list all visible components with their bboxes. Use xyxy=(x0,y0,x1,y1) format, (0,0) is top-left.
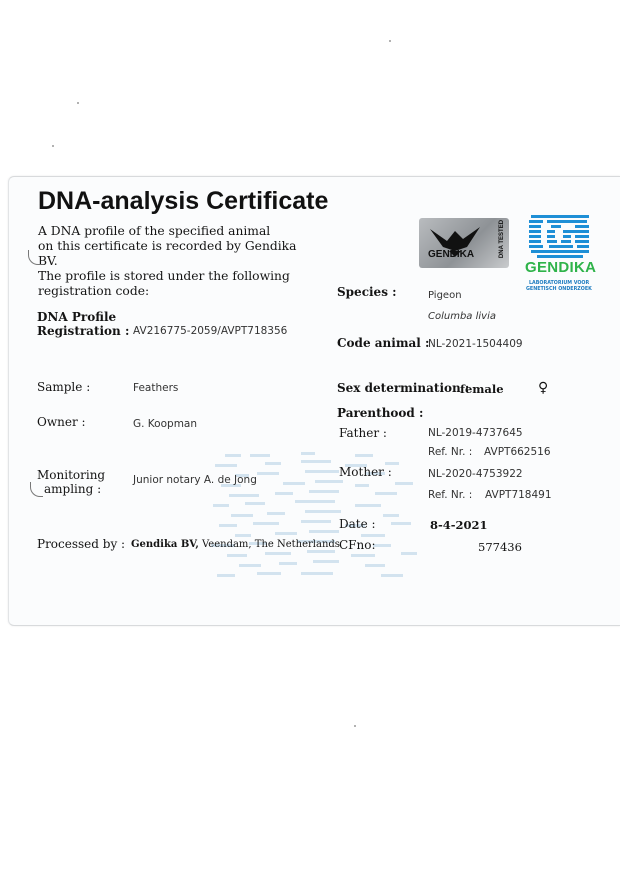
scan-speck xyxy=(389,40,391,42)
cfno-label: CFno: xyxy=(339,538,376,552)
dna-tested-badge xyxy=(419,218,509,268)
monitoring-value: Junior notary A. de Jong xyxy=(133,474,257,486)
scan-speck xyxy=(354,725,356,727)
date-label: Date : xyxy=(339,517,376,531)
badge-vertical-text: DNA TESTED xyxy=(499,219,506,259)
intro-line: on this certificate is recorded by Gendika BV. xyxy=(38,239,297,268)
processed-label: Processed by : xyxy=(37,537,126,551)
certificate-title: DNA-analysis Certificate xyxy=(38,187,329,215)
scan-speck xyxy=(52,145,54,147)
intro-text xyxy=(38,224,308,299)
gendika-logo-sub1: LABORATORIUM VOOR xyxy=(529,281,590,286)
species-label: Species : xyxy=(337,285,397,299)
gendika-logo-name: GENDIKA xyxy=(525,259,597,276)
mother-ref: AVPT718491 xyxy=(485,489,552,501)
cfno-value: 577436 xyxy=(478,540,522,554)
sample-value: Feathers xyxy=(133,382,179,394)
registration-label-line: Registration : xyxy=(37,324,130,338)
gendika-logo-sub2: GENETISCH ONDERZOEK xyxy=(526,287,592,292)
processed-location: Veendam, The Netherlands xyxy=(198,539,340,550)
father-label: Father : xyxy=(339,426,387,440)
monitoring-label xyxy=(37,468,105,496)
registration-value: AV216775-2059/AVPT718356 xyxy=(133,325,288,337)
father-ref-label: Ref. Nr. : xyxy=(428,446,473,458)
mother-label: Mother : xyxy=(339,465,392,479)
parenthood-label: Parenthood : xyxy=(337,406,424,420)
monitoring-label-line: ampling : xyxy=(44,482,102,496)
mother-ref-label: Ref. Nr. : xyxy=(428,489,473,501)
sex-label: Sex determination : xyxy=(337,381,470,395)
owner-value: G. Koopman xyxy=(133,418,198,430)
father-ring: NL-2019-4737645 xyxy=(428,427,523,439)
dna-watermark xyxy=(205,448,430,583)
intro-line: The profile is stored under the following xyxy=(38,269,290,283)
code-animal-label: Code animal : xyxy=(337,336,430,350)
badge-brand: GENDIKA xyxy=(428,249,475,260)
intro-line: registration code: xyxy=(38,284,150,298)
sample-label: Sample : xyxy=(37,380,91,394)
father-ref: AVPT662516 xyxy=(484,446,551,458)
sex-value: female xyxy=(460,382,504,396)
gendika-logo xyxy=(523,213,598,298)
registration-label-line: DNA Profile xyxy=(37,310,117,324)
gendika-g-icon xyxy=(527,213,593,259)
processed-company: Gendika BV, xyxy=(131,539,199,550)
registration-label xyxy=(37,310,129,338)
intro-line: A DNA profile of the specified animal xyxy=(38,224,271,238)
mother-ring: NL-2020-4753922 xyxy=(428,468,523,480)
scan-speck xyxy=(77,102,79,104)
monitoring-label-line: Monitoring xyxy=(37,468,106,482)
owner-label: Owner : xyxy=(37,415,86,429)
code-animal-value: NL-2021-1504409 xyxy=(428,338,523,350)
processed-value xyxy=(131,539,340,550)
species-latin: Columba livia xyxy=(428,311,496,322)
species-common: Pigeon xyxy=(428,290,462,301)
date-value: 8-4-2021 xyxy=(430,518,488,532)
female-symbol: ♀ xyxy=(538,380,549,396)
